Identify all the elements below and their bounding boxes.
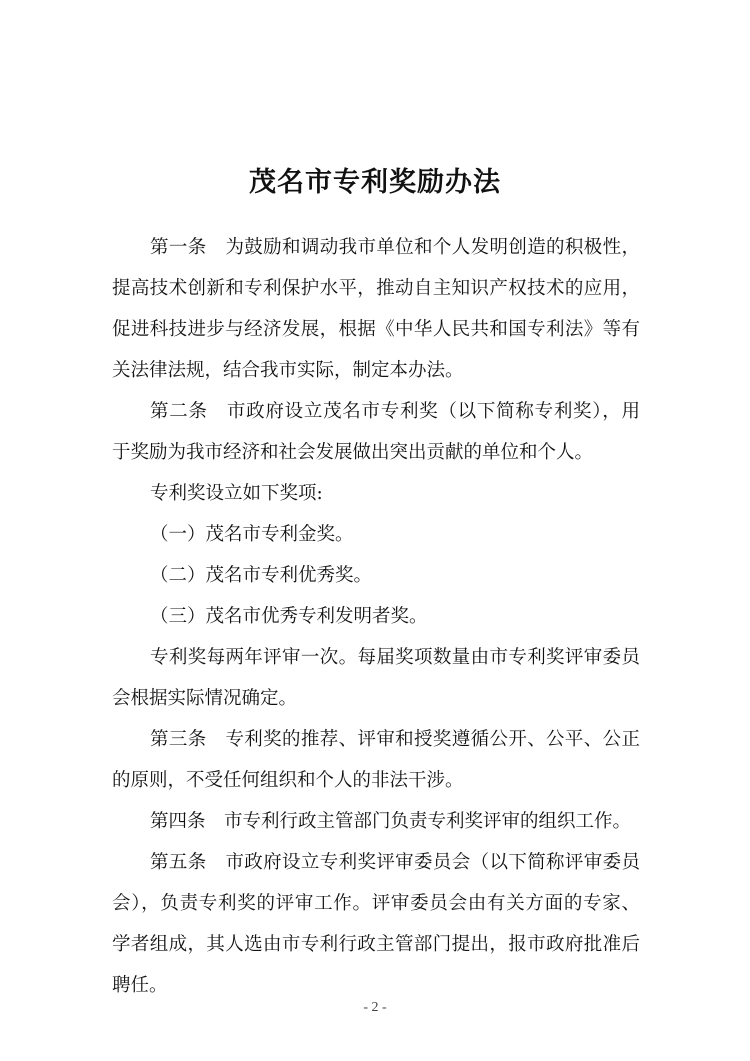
article-1-line-2: 提高技术创新和专利保护水平，推动自主知识产权技术的应用， xyxy=(112,278,640,299)
article-5-line-4: 聘任。 xyxy=(112,975,168,996)
article-3-line-1: 第三条 专利奖的推荐、评审和授奖遵循公开、公平、公正 xyxy=(150,729,640,750)
article-5-line-1: 第五条 市政府设立专利奖评审委员会（以下简称评审委员 xyxy=(150,852,640,873)
article-2-line-1: 第二条 市政府设立茂名市专利奖（以下简称专利奖），用 xyxy=(150,401,640,422)
article-4-line-1: 第四条 市专利行政主管部门负责专利奖评审的组织工作。 xyxy=(150,811,632,832)
review-cycle-line-1: 专利奖每两年评审一次。每届奖项数量由市专利奖评审委员 xyxy=(150,647,640,668)
article-1-line-3: 促进科技进步与经济发展，根据《中华人民共和国专利法》等有 xyxy=(112,319,640,340)
article-3-line-2: 的原则，不受任何组织和个人的非法干涉。 xyxy=(112,770,464,791)
article-1-line-1: 第一条 为鼓励和调动我市单位和个人发明创造的积极性， xyxy=(150,237,640,258)
article-5-line-2: 会），负责专利奖的评审工作。评审委员会由有关方面的专家、 xyxy=(112,893,640,914)
award-item-2: （二）茂名市专利优秀奖。 xyxy=(150,565,373,586)
document-title: 茂名市专利奖励办法 xyxy=(249,167,501,198)
article-2-line-2: 于奖励为我市经济和社会发展做出突出贡献的单位和个人。 xyxy=(112,442,594,463)
article-5-line-3: 学者组成，其人选由市专利行政主管部门提出，报市政府批准后 xyxy=(112,934,640,955)
award-list-intro: 专利奖设立如下奖项: xyxy=(150,483,323,504)
page-number: - 2 - xyxy=(363,1000,387,1015)
award-item-3: （三）茂名市优秀专利发明者奖。 xyxy=(150,606,428,627)
article-1-line-4: 关法律法规，结合我市实际，制定本办法。 xyxy=(112,360,464,381)
award-item-1: （一）茂名市专利金奖。 xyxy=(150,524,354,545)
review-cycle-line-2: 会根据实际情况确定。 xyxy=(112,688,298,709)
